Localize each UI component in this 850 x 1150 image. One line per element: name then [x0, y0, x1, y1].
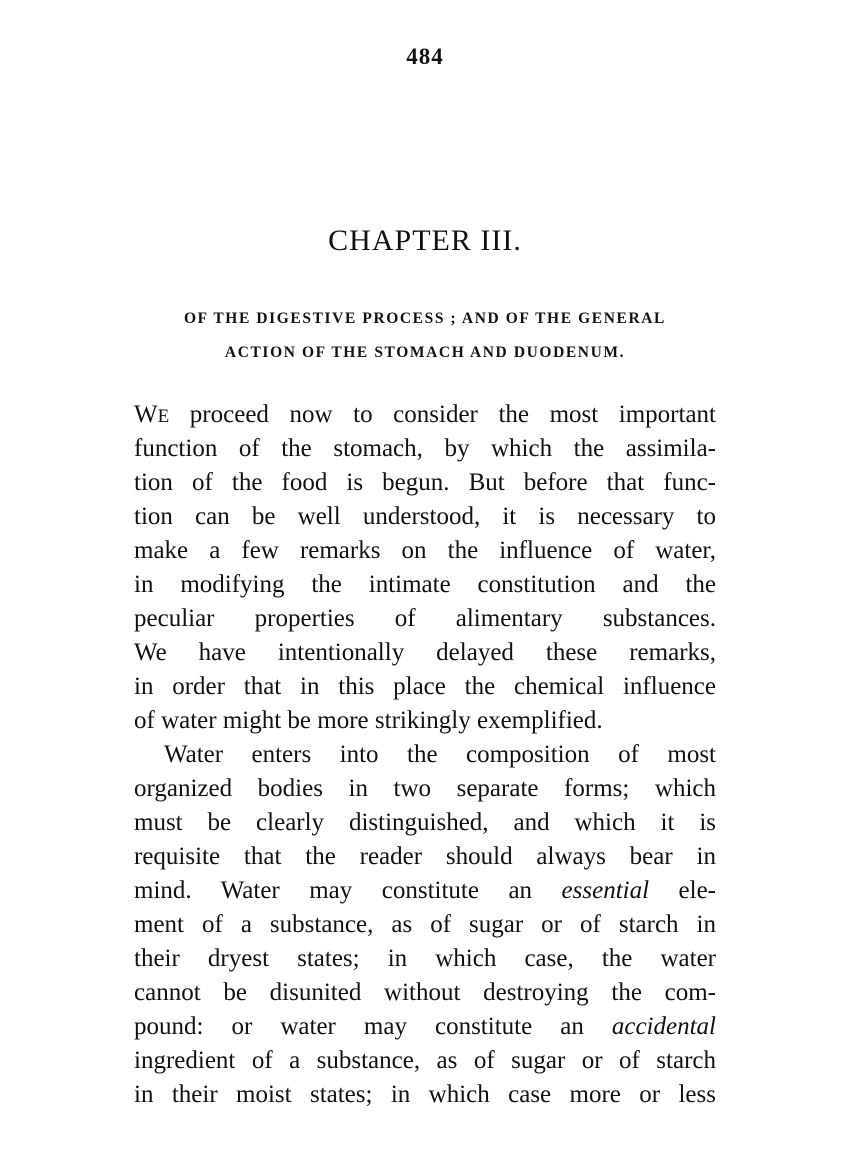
text-line: function of the stomach, by which the assimila-	[134, 435, 716, 462]
italic-word: accidental	[611, 1013, 716, 1040]
text-line: tion of the food is begun. But before that func-	[134, 469, 716, 496]
text-line: their dryest states; in which case, the water	[134, 945, 716, 972]
text-line: ingredient of a substance, as of sugar or of starch	[134, 1047, 716, 1074]
chapter-heading: CHAPTER III.	[328, 224, 522, 257]
text-line: of water might be more strikingly exemplified.	[134, 707, 603, 734]
text-line: requisite that the reader should always bear in	[134, 843, 716, 870]
chapter-subtitle-line: OF THE DIGESTIVE PROCESS ; AND OF THE GENERAL	[184, 310, 666, 327]
text-line: tion can be well understood, it is necessary to	[134, 503, 716, 530]
text-line: peculiar properties of alimentary substances.	[134, 605, 716, 632]
text-line: organized bodies in two separate forms; which	[134, 775, 716, 802]
text-line: in order that in this place the chemical influence	[134, 673, 716, 700]
text-line	[134, 1010, 716, 1044]
text-line: must be clearly distinguished, and which it is	[134, 809, 716, 836]
text-line: Water enters into the composition of most	[164, 741, 716, 768]
page-number: 484	[406, 44, 444, 69]
text-line	[134, 874, 716, 908]
text-line: make a few remarks on the influence of water,	[134, 537, 716, 564]
drop-initial: W	[134, 401, 158, 428]
text-line: ment of a substance, as of sugar or of starch in	[134, 911, 716, 938]
italic-word: essential	[561, 877, 650, 904]
small-caps-letters: E	[157, 406, 170, 427]
text-line: We have intentionally delayed these remarks,	[134, 639, 716, 666]
chapter-subtitle	[134, 302, 716, 370]
line-text: pound: or water may constitute an	[134, 1013, 612, 1040]
line-text: ele-	[649, 877, 716, 904]
text-line: cannot be disunited without destroying the com-	[134, 979, 716, 1006]
paragraph	[134, 398, 716, 738]
paragraph	[134, 738, 716, 1112]
text-line: in modifying the intimate constitution and the	[134, 571, 716, 598]
line-text: mind. Water may constitute an	[134, 877, 562, 904]
chapter-subtitle-line: ACTION OF THE STOMACH AND DUODENUM.	[224, 344, 626, 361]
body-text	[134, 398, 716, 1112]
line-text: proceed now to consider the most important	[169, 401, 716, 428]
text-line	[134, 398, 716, 432]
text-line: in their moist states; in which case more or less	[134, 1081, 716, 1108]
